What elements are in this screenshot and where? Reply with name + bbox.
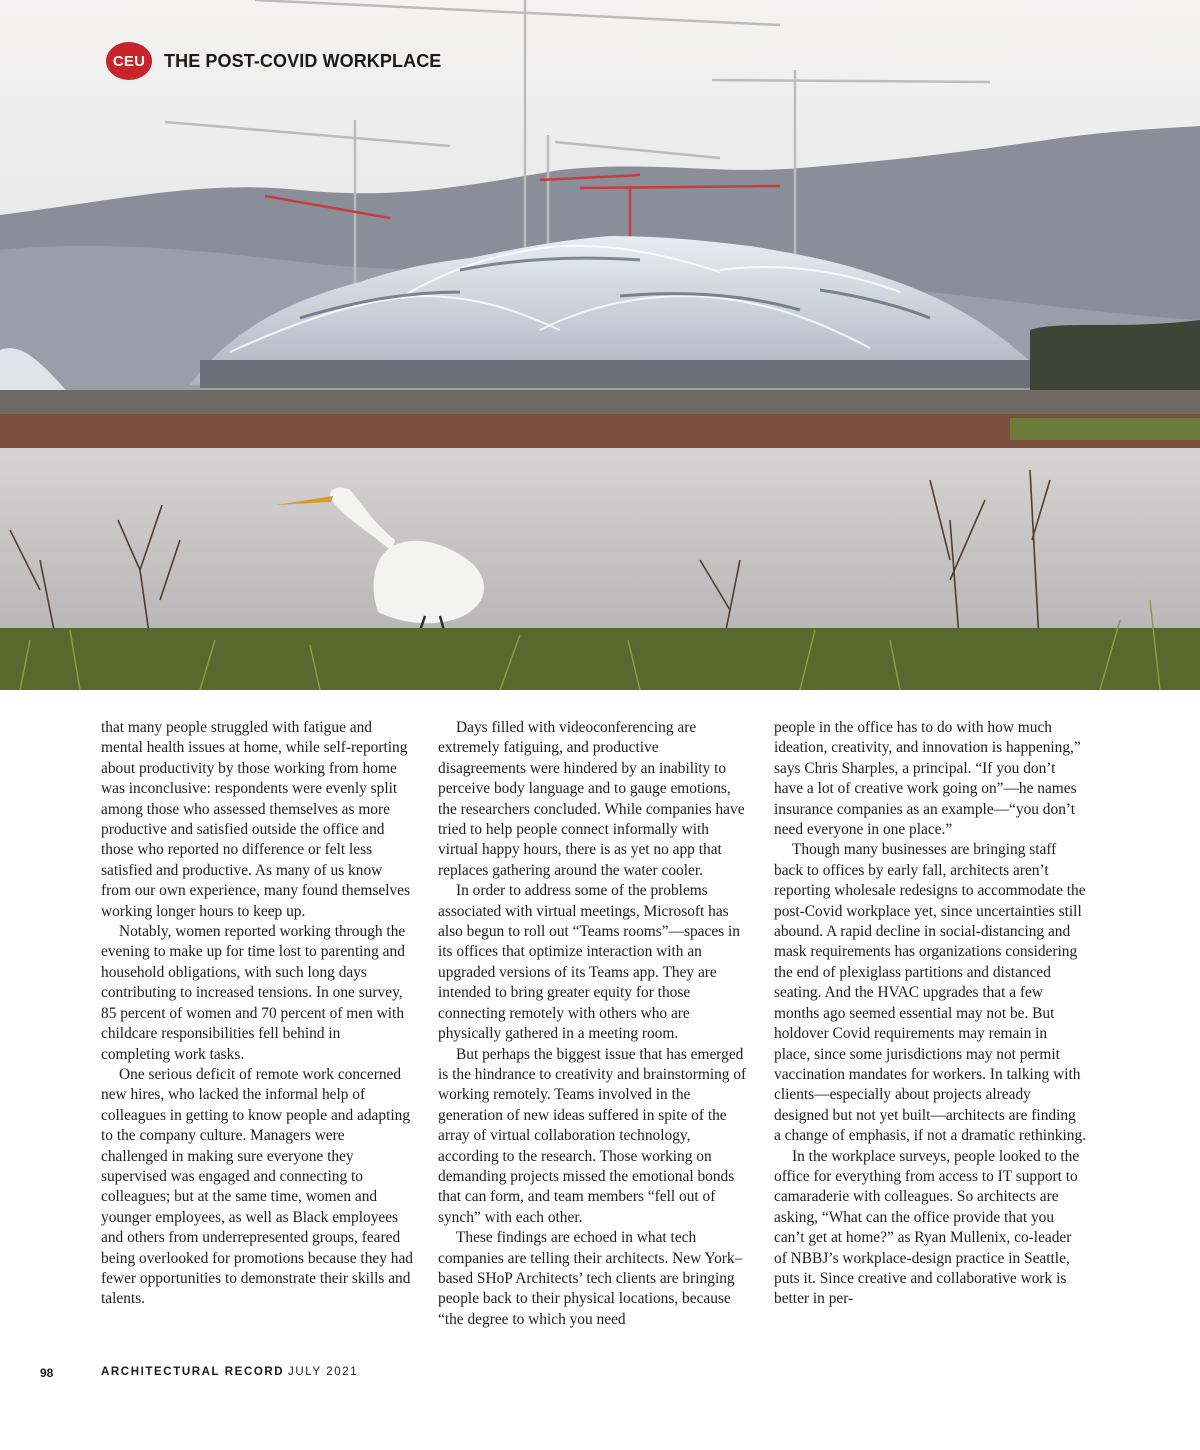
paragraph: These findings are echoed in what tech companies are telling their architects. New York–based SHoP Architects’ tech clients are bringing people back to their physical locations, because “the degree to which you need bbox=[438, 1229, 743, 1328]
text-column-1 bbox=[101, 718, 413, 1310]
paragraph: Days filled with videoconferencing are extremely fatiguing, and productive disagreements were hindered by an inability to perceive body language and to gauge emotions, the researchers concluded. While companies have tried to help people connect informally with virtual happy hours, there is as yet no app that replaces gathering around the water cooler. bbox=[438, 719, 745, 879]
paragraph: Though many businesses are bringing staff back to offices by early fall, architects aren’t reporting wholesale redesigns to accommodate the post-Covid workplace yet, since uncertainties still abound. A rapid decline in social-distancing and mask requirements has organizations considering the end of plexiglass partitions and distanced seating. And the HVAC upgrades that a few months ago seemed essential may not be. But holdover Covid requirements may remain in place, since some jurisdictions may not permit vaccination mandates for workers. In talking with clients—especially about projects already designed but not yet built—architects are finding a change of emphasis, if not a dramatic rethinking. bbox=[774, 841, 1086, 1145]
hero-photo bbox=[0, 0, 1200, 690]
paragraph: But perhaps the biggest issue that has emerged is the hindrance to creativity and brainstorming of working remotely. Teams involved in the generation of new ideas suffered in spite of the array of virtual collaboration technology, according to the research. Those working on demanding projects missed the emotional bonds that can form, and team members “fell out of synch” with each other. bbox=[438, 1045, 747, 1226]
paragraph: people in the office has to do with how much ideation, creativity, and innovation is happening,” says Chris Sharples, a principal. “If you don’t have a lot of creative work going on”—he names insurance companies as an example—“you don’t need everyone in one place.” bbox=[774, 719, 1081, 839]
paragraph: In order to address some of the problems associated with virtual meetings, Microsoft has also begun to roll out “Teams rooms”—spaces in its offices that optimize interaction with an upgraded versions of its Teams app. They are intended to bring greater equity for those connecting remotely with others who are physically gathered in a meeting room. bbox=[438, 882, 740, 1043]
page-number: 98 bbox=[40, 1366, 54, 1380]
text-column-3 bbox=[774, 718, 1086, 1310]
ceu-badge: CEU bbox=[106, 42, 152, 80]
text-column-2 bbox=[438, 718, 750, 1330]
section-title: THE POST-COVID WORKPLACE bbox=[164, 50, 442, 71]
paragraph: Notably, women reported working through the evening to make up for time lost to parenting and household obligations, with such long days contributing to increased tensions. In one survey, 85 percent of women and 70 percent of men with childcare responsibilities fell behind in completing work tasks. bbox=[101, 923, 406, 1063]
magazine-name: ARCHITECTURAL RECORD bbox=[101, 1366, 285, 1378]
paragraph: One serious deficit of remote work concerned new hires, who lacked the informal help of colleagues in getting to know people and adapting to the company culture. Managers were challenged in making sure everyone they supervised was engaged and connecting to colleagues; but at the same time, women and younger employees, as well as Black employees and others from underrepresented groups, feared being overlooked for promotions because they had fewer opportunities to demonstrate their skills and talents. bbox=[101, 1065, 413, 1308]
paragraph: In the workplace surveys, people looked to the office for everything from access to IT support to camaraderie with colleagues. So architects are asking, “What can the office provide that you can’t get at home?” as Ryan Mullenix, co-leader of NBBJ’s workplace-design practice in Seattle, puts it. Since creative and collaborative work is better in per- bbox=[774, 1147, 1080, 1308]
issue-date: JULY 2021 bbox=[288, 1366, 359, 1378]
paragraph: that many people struggled with fatigue and mental health issues at home, while self-reporting about productivity by those working from home was inconclusive: respondents were evenly split among those who assessed themselves as more productive and satisfied outside the office and those who reported no difference or felt less satisfied and productive. As many of us know from our own experience, many found themselves working longer hours to keep up. bbox=[101, 719, 410, 920]
section-header bbox=[106, 42, 441, 80]
